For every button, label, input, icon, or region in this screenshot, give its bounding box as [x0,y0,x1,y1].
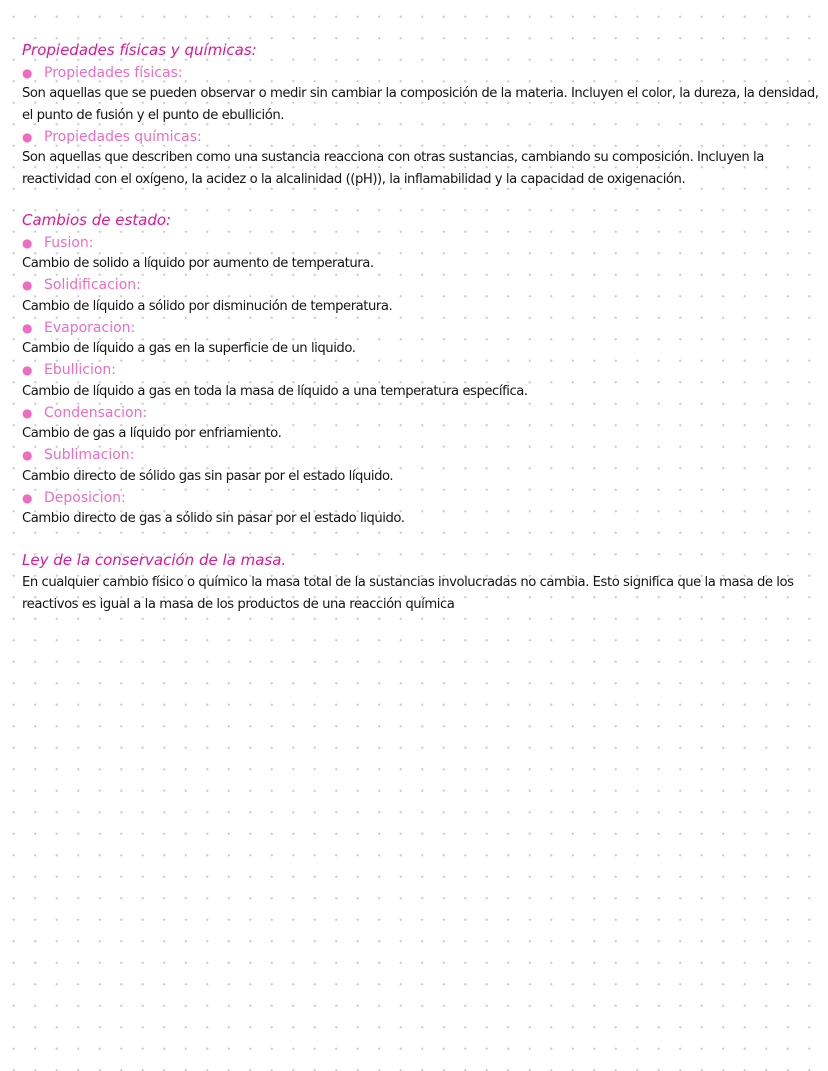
physical-properties-subheading [22,62,812,83]
state-change-label: Condensacion: [44,404,148,421]
state-change-label: Fusion: [44,234,94,251]
mass-conservation-text [22,572,812,615]
text-line: reactivos es igual a la masa de los productos de una reacción química [22,596,455,612]
text-line: Cambio de líquido a gas en la superficie de un liquido. [22,341,356,356]
bullet-icon: ● [22,278,33,292]
text-line: Cambio directo de gas a sólido sin pasar por el estado liquido. [22,511,405,526]
bullet-icon: ● [22,405,33,420]
state-change-label: Ebullicion: [44,362,117,378]
chemical-properties-subheading [22,126,812,147]
state-change-subheading [22,360,812,381]
state-change-subheading [22,402,812,423]
text-line: el punto de fusión y el punto de ebullición. [22,107,285,123]
bullet-icon: ● [22,363,33,377]
text-line: Cambio de gas a líquido por enfriamiento. [22,426,282,441]
state-change-text [22,423,812,445]
bullet-icon: ● [22,448,33,462]
bullet-icon: ● [22,490,33,505]
bullet-icon: ● [22,235,33,250]
state-change-label: Solidificacion: [44,277,141,293]
state-change-label: Sublimacion: [44,447,135,463]
properties-section [22,40,819,190]
state-change-subheading [22,317,812,338]
properties-heading: Propiedades físicas y químicas: [22,41,257,59]
bullet-icon: ● [22,320,33,335]
state-change-label: Evaporacion: [44,319,136,336]
state-change-text [22,508,812,530]
state-changes-heading: Cambios de estado: [22,211,172,229]
state-change-subheading [22,275,812,296]
text-line: Cambio de solido a líquido por aumento de temperatura. [22,256,374,271]
mass-conservation-section [22,550,812,615]
mass-conservation-heading: Ley de la conservación de la masa. [22,551,287,569]
bullet-icon: ● [22,129,33,144]
state-change-text [22,253,812,275]
text-line: En cualquier cambio físico o químico la masa total de la sustancias involucradas no cambia. Esto significa que la masa de los [22,575,794,590]
text-line: Son aquellas que se pueden observar o medir sin cambiar la composición de la materia. Incluyen el color, la dureza, la densidad, [22,86,819,101]
text-line: Son aquellas que describen como una sustancia reacciona con otras sustancias, cambiando su composición. Incluyen la [22,150,764,165]
state-change-label: Deposicion: [44,489,126,506]
physical-properties-label: Propiedades físicas: [44,64,183,81]
state-change-text [22,338,812,360]
chemical-properties-text [22,147,812,190]
chemical-properties-label: Propiedades químicas: [44,128,202,145]
state-change-text [22,381,812,403]
bullet-icon: ● [22,65,33,80]
text-line: reactividad con el oxígeno, la acidez o la alcalinidad ((pH)), la inflamabilidad y la capacidad de oxigenación. [22,171,686,187]
state-change-text [22,466,812,488]
text-line: Cambio de líquido a gas en toda la masa de líquido a una temperatura específica. [22,383,528,399]
text-line: Cambio directo de sólido gas sin pasar por el estado líquido. [22,468,394,484]
text-line: Cambio de líquido a sólido por disminución de temperatura. [22,298,393,314]
state-change-subheading [22,232,812,253]
physical-properties-text [22,83,819,126]
state-change-subheading [22,487,812,508]
state-change-text [22,296,812,318]
state-changes-section [22,210,812,530]
state-change-subheading [22,445,812,466]
